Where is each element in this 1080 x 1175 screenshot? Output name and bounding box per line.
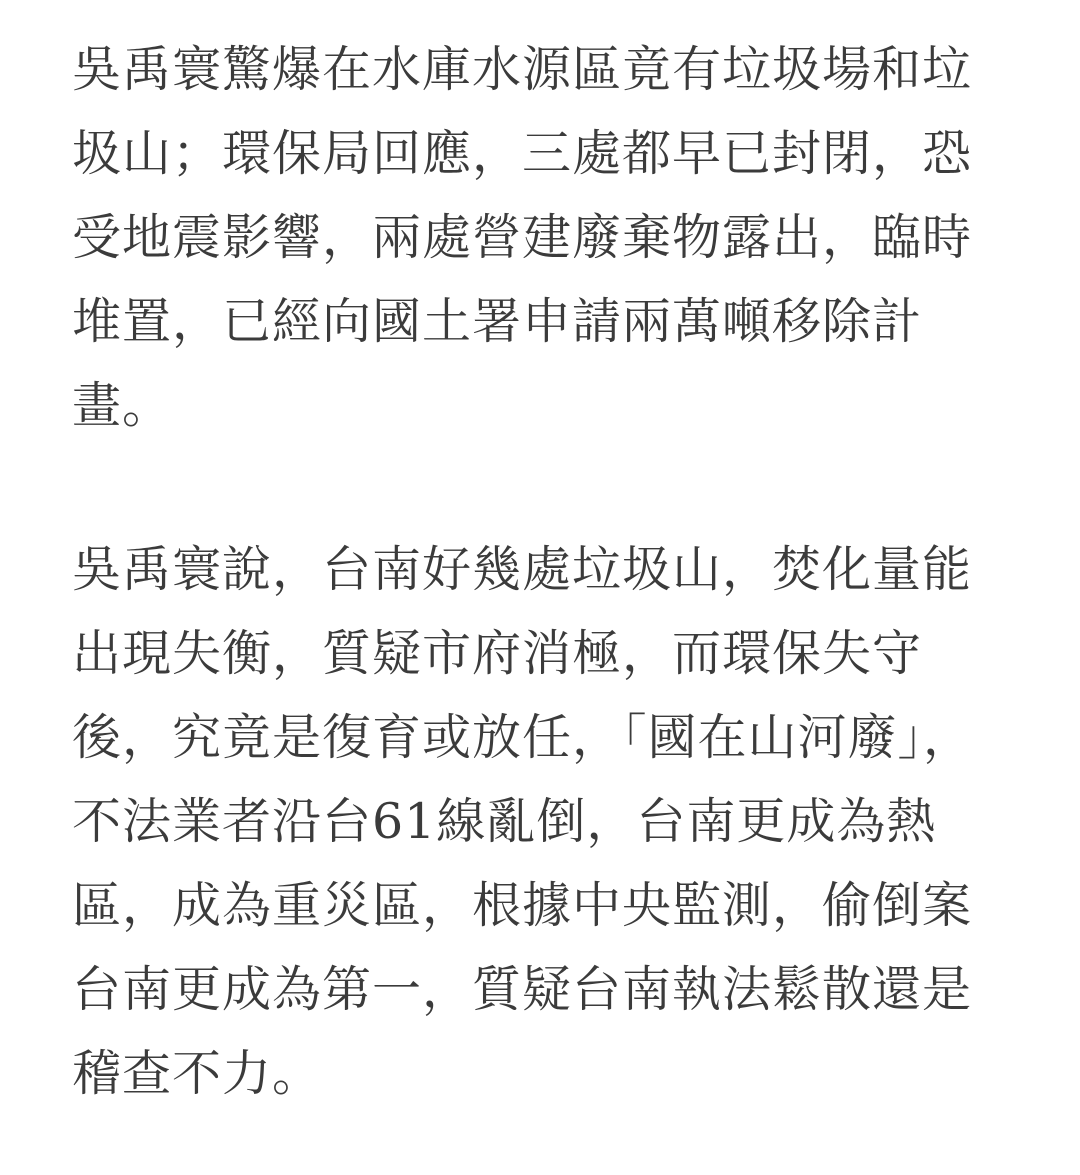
article-body — [72, 28, 982, 1116]
article-paragraph: 吳禹寰驚爆在水庫水源區竟有垃圾場和垃圾山；環保局回應，三處都早已封閉，恐受地震影響，兩處營建廢棄物露出，臨時堆置，已經向國土署申請兩萬噸移除計畫。 — [72, 41, 973, 434]
article-paragraph: 吳禹寰說，台南好幾處垃圾山，焚化量能出現失衡，質疑市府消極，而環保失守後，究竟是復育或放任，「國在山河廢」，不法業者沿台61線亂倒，台南更成為熱區，成為重災區，根據中央監測，偷倒案台南更成為第一，質疑台南執法鬆散還是稽查不力。 — [72, 541, 974, 1102]
